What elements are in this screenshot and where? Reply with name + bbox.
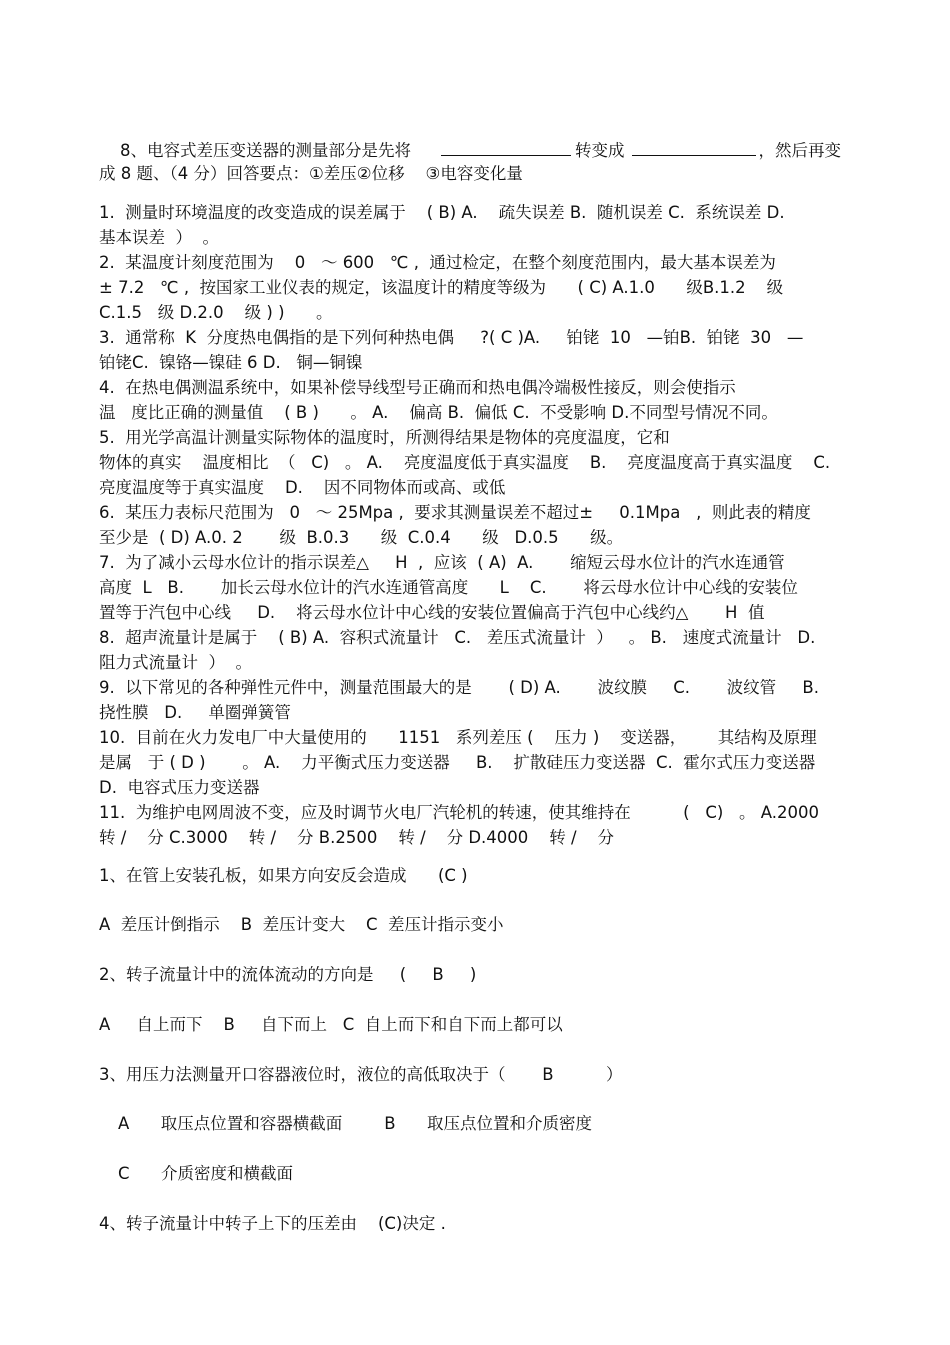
choice-line: C.1.5 级 D.2.0 级 ) ) 。 <box>99 303 333 322</box>
fill-in-text-1: 8、电容式差压变送器的测量部分是先将 <box>119 141 411 160</box>
choice-line: 温 度比正确的测量值 ( B ) 。 A. 偏高 B. 偏低 C. 不受影响 D.不同型号情况不同。 <box>99 403 778 422</box>
choice-line: 7. 为了减小云母水位计的指示误差△ H , 应该 ( A) A. 缩短云母水位计的汽水连通管 <box>99 553 785 572</box>
answer-key-line: 成 8 题、（4 分）回答要点：①差压②位移 ③电容变化量 <box>99 164 523 183</box>
choice-line: 10. 目前在火力发电厂中大量使用的 1151 系列差压 ( 压力 ) 变送器， 其结构及原理 <box>99 728 817 747</box>
question-line: 1、在管上安装孔板，如果方向安反会造成 (C ) <box>99 866 468 885</box>
choice-line: 9. 以下常见的各种弹性元件中，测量范围最大的是 ( D) A. 波纹膜 C. 波纹管 B. <box>99 678 819 697</box>
question-line: 3、用压力法测量开口容器液位时，液位的高低取决于（ B ） <box>99 1065 623 1084</box>
options-line: C 介质密度和横截面 <box>118 1164 293 1183</box>
choice-line: 3. 通常称 K 分度热电偶指的是下列何种热电偶 ?( C )A. 铂铑 10 —铂B. 铂铑 30 — <box>99 328 804 347</box>
blank-2 <box>632 137 756 156</box>
choice-line: 5. 用光学高温计测量实际物体的温度时，所测得结果是物体的亮度温度，它和 <box>99 428 670 447</box>
choice-line: 置等于汽包中心线 D. 将云母水位计中心线的安装位置偏高于汽包中心线约△ H 值 <box>99 603 765 622</box>
fill-in-text-2: 转变成 <box>574 141 625 160</box>
options-line: A 差压计倒指示 B 差压计变大 C 差压计指示变小 <box>99 915 504 934</box>
choice-line: 物体的真实 温度相比 （ C) 。 A. 亮度温度低于真实温度 B. 亮度温度高于真实温度 C. <box>99 453 831 472</box>
choice-line: 8. 超声流量计是属于 ( B) A. 容积式流量计 C. 差压式流量计 ） 。 B. 速度式流量计 D. <box>99 628 816 647</box>
choice-line: 4. 在热电偶测温系统中，如果补偿导线型号正确而和热电偶冷端极性接反，则会使指示 <box>99 378 736 397</box>
choice-line: D. 电容式压力变送器 <box>99 778 260 797</box>
choice-line: 11. 为维护电网周波不变，应及时调节火电厂汽轮机的转速，使其维持在 ( C) 。 A.2000 <box>99 803 820 822</box>
choice-line: 2. 某温度计刻度范围为 0 ～ 600 ℃ , 通过检定，在整个刻度范围内，最大基本误差为 <box>99 253 776 272</box>
choice-line: 1. 测量时环境温度的改变造成的误差属于 ( B) A. 疏失误差 B. 随机误差 C. 系统误差 D. <box>99 203 785 222</box>
choice-line: ± 7.2 ℃ , 按国家工业仪表的规定，该温度计的精度等级为 ( C) A.1.0 级B.1.2 级 <box>99 278 784 297</box>
fill-in-text-3: ，然后再变 <box>758 141 841 160</box>
choice-line: 6. 某压力表标尺范围为 0 ～ 25Mpa , 要求其测量误差不超过± 0.1Mpa , 则此表的精度 <box>99 503 811 522</box>
question-line: 2、转子流量计中的流体流动的方向是 ( B ) <box>99 965 477 984</box>
options-line: A 自上而下 B 自下而上 C 自上而下和自下而上都可以 <box>99 1015 563 1034</box>
choice-line: 亮度温度等于真实温度 D. 因不同物体而或高、或低 <box>99 478 506 497</box>
choice-line: 是属 于 ( D ) 。 A. 力平衡式压力变送器 B. 扩散硅压力变送器 C. 霍尔式压力变送器 <box>99 753 816 772</box>
choice-line: 铂铑C. 镍铬—镍硅 6 D. 铜—铜镍 <box>99 353 363 372</box>
choice-line: 基本误差 ） 。 <box>99 228 219 247</box>
choice-line: 高度 L B. 加长云母水位计的汽水连通管高度 L C. 将云母水位计中心线的安装位 <box>99 578 798 597</box>
question-line: 4、转子流量计中转子上下的压差由 (C)决定 . <box>99 1214 446 1233</box>
choice-line: 阻力式流量计 ） 。 <box>99 653 252 672</box>
choice-line: 挠性膜 D. 单圈弹簧管 <box>99 703 291 722</box>
choice-line: 转 / 分 C.3000 转 / 分 B.2500 转 / 分 D.4000 转 / 分 <box>99 828 615 847</box>
choice-line: 至少是 ( D) A.0. 2 级 B.0.3 级 C.0.4 级 D.0.5 级。 <box>99 528 624 547</box>
options-line: A 取压点位置和容器横截面 B 取压点位置和介质密度 <box>118 1114 593 1133</box>
blank-1 <box>441 137 571 156</box>
